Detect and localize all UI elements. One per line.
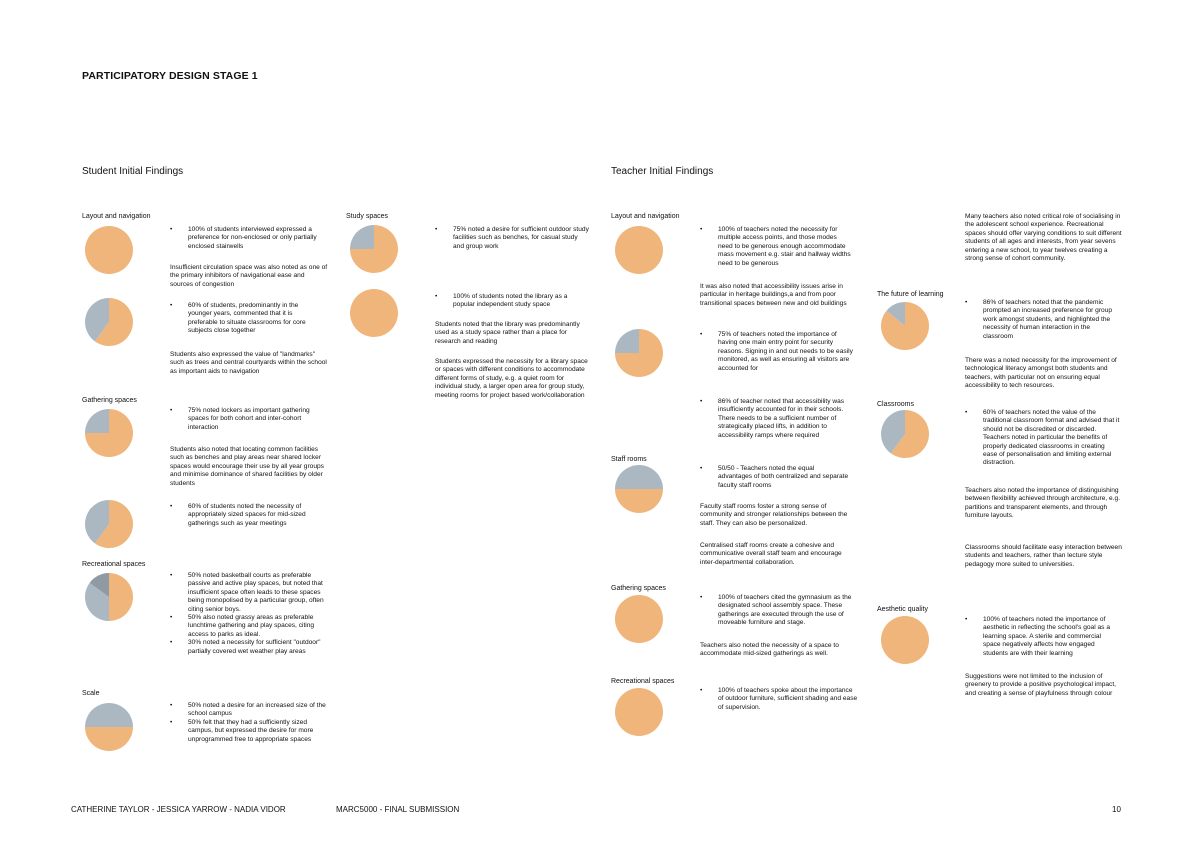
- teacher-label-layout: Layout and navigation: [611, 213, 680, 220]
- teacher-note-9a: Teachers also noted the importance of distinguishing between flexibility achieved through architecture, e.g. partitions and transparent elements, and through furniture layouts.: [965, 487, 1121, 520]
- teacher-label-gathering: Gathering spaces: [611, 585, 666, 592]
- bullet-item: • 86% of teachers noted that the pandemic prompted an increased preference for group work amongst students, and highlighted the necessity of human interaction in the classroom: [965, 299, 1120, 341]
- teacher-label-recreational: Recreational spaces: [611, 678, 675, 685]
- pie-chart-student-gathering-2: [85, 500, 133, 548]
- pie-slice-agree: [350, 289, 398, 337]
- teacher-note-10: Suggestions were not limited to the inclusion of greenery to provide a positive psychological impact, and creating a sense of playfulness through colour: [965, 673, 1117, 697]
- teacher-bullet-list-5: [700, 594, 858, 628]
- teacher-findings-heading: Teacher Initial Findings: [611, 166, 714, 177]
- student-bullet-list-2: [170, 302, 320, 336]
- bullet-item: • 100% of teachers spoke about the importance of outdoor furniture, sufficient shading and ease of supervision.: [700, 687, 858, 712]
- bullet-item: • 100% of teachers cited the gymnasium as the designated school assembly space. These gatherings are executed through the use of moveable furniture and stage.: [700, 594, 858, 628]
- pie-chart-student-recreational: [85, 573, 133, 621]
- teacher-bullet-list-8: [965, 299, 1120, 341]
- bullet-item: • 75% noted a desire for sufficient outdoor study facilities such as benches, for casual study and group work: [435, 226, 590, 251]
- student-note-8b: Students expressed the necessity for a library space or spaces with different conditions to accommodate different forms of study, e.g. a quiet room for individual study, a larger open area for group study, meeting rooms for project based work/collaboration: [435, 358, 588, 399]
- pie-slice-other: [350, 225, 374, 249]
- bullet-item: • 50% also noted grassy areas as preferable lunchtime gathering and play spaces, citing access to parks as ideal.: [170, 614, 325, 639]
- pie-chart-student-scale: [85, 703, 133, 751]
- student-label-recreational: Recreational spaces: [82, 561, 146, 568]
- bullet-item: • 60% of teachers noted the value of the traditional classroom format and advised that it should not be discredited or discarded. Teachers noted in particular the benefits of properly dedicated classrooms in creating ease of personalisation and limiting external distraction.: [965, 409, 1120, 468]
- page-title: PARTICIPATORY DESIGN STAGE 1: [82, 70, 258, 82]
- footer-authors: CATHERINE TAYLOR - JESSICA YARROW - NADIA VIDOR: [71, 805, 286, 814]
- teacher-label-classrooms: Classrooms: [877, 401, 914, 408]
- pie-slice-agree: [109, 573, 133, 621]
- student-bullet-list-1: [170, 226, 325, 251]
- pie-slice-other: [85, 409, 109, 433]
- student-findings-heading: Student Initial Findings: [82, 166, 184, 177]
- bullet-item: • 50% noted a desire for an increased size of the school campus: [170, 702, 330, 719]
- student-note-2: Students also expressed the value of "landmarks" such as trees and central courtyards within the school as important aids to navigation: [170, 351, 327, 375]
- teacher-note-8: There was a noted necessity for the improvement of technological literacy amongst both students and teachers, with particular not on ensuring equal accessibility to tech resources.: [965, 357, 1117, 390]
- pie-chart-teacher-classrooms: [881, 410, 929, 458]
- pie-chart-teacher-staff: [615, 465, 663, 513]
- pie-chart-teacher-gathering: [615, 595, 663, 643]
- student-note-1: Insufficient circulation space was also noted as one of the primary inhibitors of navigational ease and sources of congestion: [170, 264, 328, 288]
- pie-slice-agree: [881, 616, 929, 664]
- pie-chart-teacher-layout-2: [615, 329, 663, 377]
- pie-slice-agree: [615, 688, 663, 736]
- bullet-item: • 86% of teacher noted that accessibility was insufficiently accounted for in their schools. There needs to be a sufficient number of strategically placed lifts, in addition to accessibility ramps where required: [700, 398, 860, 440]
- bullet-item: • 100% of students interviewed expressed a preference for non-enclosed or only partially enclosed stairwells: [170, 226, 325, 251]
- pie-slice-agree: [615, 595, 663, 643]
- bullet-item: • 50% noted basketball courts as preferable passive and active play spaces, but noted that insufficient space often leads to these spaces being monopolised by a particular group, often citing senior boys.: [170, 572, 325, 614]
- pie-chart-student-gathering-1: [85, 409, 133, 457]
- pie-chart-student-study-1: [350, 225, 398, 273]
- pie-chart-student-layout-1: [85, 226, 133, 274]
- student-bullet-list-8: [435, 293, 590, 310]
- teacher-note-4a: Faculty staff rooms foster a strong sense of community and stronger relationships between the staff. They can also be personalized.: [700, 503, 848, 527]
- pie-chart-teacher-future: [881, 302, 929, 350]
- pie-slice-agree: [615, 226, 663, 274]
- bullet-item: • 50/50 - Teachers noted the equal advantages of both centralized and separate faculty staff rooms: [700, 465, 850, 490]
- pie-slice-agree: [615, 489, 663, 513]
- student-label-scale: Scale: [82, 690, 100, 697]
- student-bullet-list-3: [170, 407, 325, 432]
- student-label-layout: Layout and navigation: [82, 213, 151, 220]
- teacher-note-7: Many teachers also noted critical role of socialising in the adolescent school experience. Recreational spaces should offer varying conditions to suit different students of all ages and interests, from year sevens entering a new school, to year twelves creating a strong sense of cohort community.: [965, 213, 1122, 263]
- page-number: 10: [1112, 805, 1121, 814]
- pie-slice-other: [615, 329, 639, 353]
- pie-chart-student-layout-2: [85, 298, 133, 346]
- pie-slice-agree: [85, 727, 133, 751]
- student-bullet-list-5: [170, 572, 325, 656]
- bullet-item: • 100% of students noted the library as a popular independent study space: [435, 293, 590, 310]
- student-label-gathering: Gathering spaces: [82, 397, 137, 404]
- pie-slice-agree: [85, 226, 133, 274]
- teacher-note-9b: Classrooms should facilitate easy interaction between students and teachers, rather than lecture style pedagogy more suited to universities.: [965, 544, 1122, 568]
- teacher-label-future: The future of learning: [877, 291, 944, 298]
- footer-course: MARC5000 - FINAL SUBMISSION: [336, 805, 460, 814]
- teacher-bullet-list-9: [965, 409, 1120, 468]
- teacher-bullet-list-2: [700, 331, 855, 373]
- student-note-8a: Students noted that the library was predominantly used as a study space rather than a place for research and reading: [435, 321, 580, 345]
- student-note-3: Students also noted that locating common facilities such as benches and play areas near shared locker spaces would encourage their use by all year groups and minimise dominance of shared facilities by older students: [170, 446, 324, 487]
- bullet-item: • 50% felt that they had a sufficiently sized campus, but expressed the desire for more unprogrammed free to appropriate spaces: [170, 719, 330, 744]
- teacher-note-4b: Centralised staff rooms create a cohesive and communicative overall staff team and encourage inter-departmental collaboration.: [700, 542, 842, 566]
- bullet-item: • 30% noted a necessity for sufficient "outdoor" partially covered wet weather play areas: [170, 639, 325, 656]
- teacher-note-1: It was also noted that accessibility issues arise in particular in heritage buildings,a and from poor transitional spaces between new and old buildings: [700, 283, 847, 307]
- teacher-bullet-list-1: [700, 226, 852, 268]
- pie-chart-teacher-recreational: [615, 688, 663, 736]
- student-bullet-list-6: [170, 702, 330, 744]
- student-bullet-list-7: [435, 226, 590, 251]
- pie-slice-other: [615, 465, 663, 489]
- bullet-item: • 60% of students noted the necessity of appropriately sized spaces for mid-sized gatherings such as year meetings: [170, 503, 325, 528]
- teacher-note-5: Teachers also noted the necessity of a space to accommodate mid-sized gatherings as well.: [700, 642, 839, 658]
- teacher-bullet-list-10: [965, 616, 1120, 658]
- teacher-bullet-list-4: [700, 465, 850, 490]
- bullet-item: • 60% of students, predominantly in the younger years, commented that it is preferable to situate classrooms for core subjects close together: [170, 302, 320, 336]
- teacher-label-aesthetic: Aesthetic quality: [877, 606, 928, 613]
- bullet-item: • 100% of teachers noted the necessity for multiple access points, and those modes need to be generous enough accommodate mass movement e.g. stair and hallway widths need to be generous: [700, 226, 852, 268]
- pie-chart-teacher-aesthetic: [881, 616, 929, 664]
- bullet-item: • 75% of teachers noted the importance of having one main entry point for security reasons. Signing in and out needs to be easily monitored, as well as ensuring all visitors are accounted for: [700, 331, 855, 373]
- teacher-bullet-list-3: [700, 398, 860, 440]
- student-label-study: Study spaces: [346, 213, 389, 220]
- pie-slice-other: [85, 703, 133, 727]
- pie-chart-student-study-2: [350, 289, 398, 337]
- pie-chart-teacher-layout-1: [615, 226, 663, 274]
- bullet-item: • 75% noted lockers as important gathering spaces for both cohort and inter-cohort interaction: [170, 407, 325, 432]
- bullet-item: • 100% of teachers noted the importance of aesthetic in reflecting the school's goal as a learning space. A sterile and commercial space negatively affects how engaged students are with their learning: [965, 616, 1120, 658]
- teacher-bullet-list-6: [700, 687, 858, 712]
- student-bullet-list-4: [170, 503, 325, 528]
- teacher-label-staff: Staff rooms: [611, 456, 647, 463]
